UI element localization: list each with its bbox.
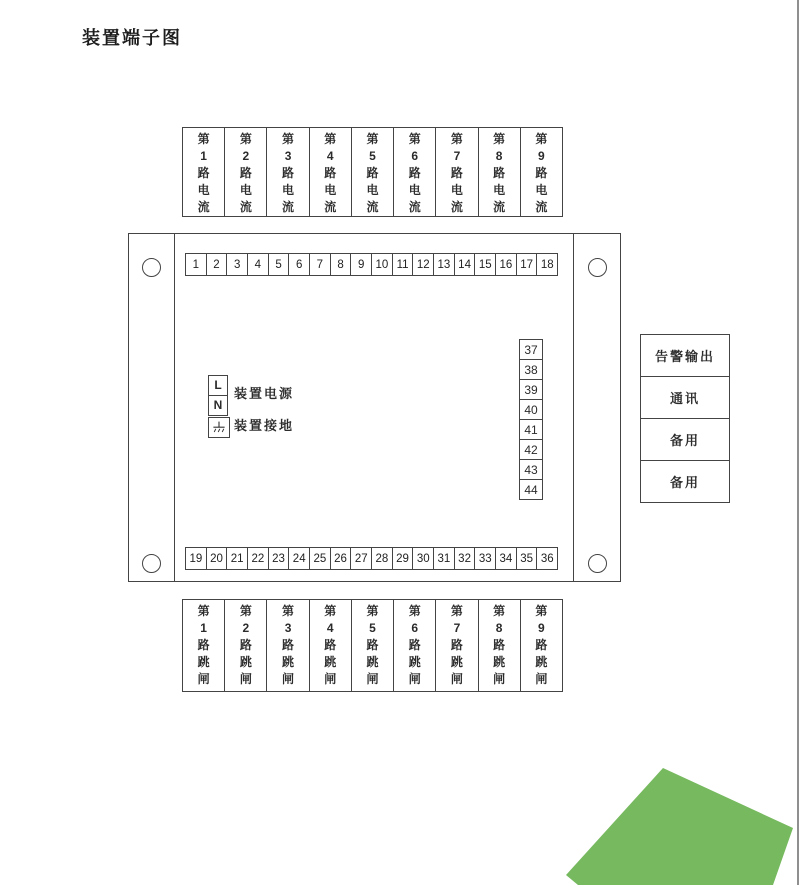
terminal-cell: 24 [288, 548, 309, 569]
channel-label-text: 第2路电流 [239, 132, 252, 214]
terminal-cell: 3 [226, 254, 247, 275]
channel-label-current-1 [182, 127, 225, 217]
channel-label-trip-2 [224, 599, 267, 692]
terminal-cell: 8 [330, 254, 351, 275]
channel-label-trip-6 [393, 599, 436, 692]
terminal-cell: 33 [474, 548, 495, 569]
channel-label-text: 第2路跳闸 [239, 604, 252, 686]
left-mounting-flange [129, 234, 175, 581]
channel-label-text: 第4路电流 [324, 132, 337, 214]
right-terminal-column [519, 339, 543, 500]
channel-label-current-3 [266, 127, 309, 217]
channel-label-trip-8 [478, 599, 521, 692]
terminal-cell: 25 [309, 548, 330, 569]
terminal-cell: 17 [516, 254, 537, 275]
bottom-terminal-strip [185, 547, 558, 570]
terminal-cell: 5 [268, 254, 289, 275]
channel-label-current-6 [393, 127, 436, 217]
channel-label-text: 第6路电流 [408, 132, 421, 214]
channel-label-text: 第9路跳闸 [535, 604, 548, 686]
terminal-cell: 38 [519, 359, 543, 380]
mounting-hole [588, 554, 607, 573]
terminal-cell: 41 [519, 419, 543, 440]
channel-label-current-7 [435, 127, 478, 217]
terminal-cell: 2 [206, 254, 227, 275]
channel-label-text: 第3路跳闸 [282, 604, 295, 686]
terminal-cell: 10 [371, 254, 392, 275]
channel-label-text: 第4路跳闸 [324, 604, 337, 686]
channel-label-text: 第9路电流 [535, 132, 548, 214]
channel-label-text: 第8路电流 [493, 132, 506, 214]
channel-label-current-9 [520, 127, 563, 217]
channel-label-trip-1 [182, 599, 225, 692]
top-channel-label-row [182, 127, 563, 217]
terminal-cell: 40 [519, 399, 543, 420]
ground-label: 装置接地 [234, 418, 295, 433]
terminal-cell: 9 [350, 254, 371, 275]
page-right-border [797, 0, 799, 885]
terminal-cell: 44 [519, 479, 543, 500]
channel-label-text: 第6路跳闸 [408, 604, 421, 686]
terminal-cell: 23 [268, 548, 289, 569]
terminal-cell: 18 [536, 254, 557, 275]
terminal-cell: 20 [206, 548, 227, 569]
mounting-hole [142, 554, 161, 573]
terminal-cell: 27 [350, 548, 371, 569]
terminal-cell: 37 [519, 339, 543, 360]
terminal-cell: 13 [433, 254, 454, 275]
terminal-cell: 4 [247, 254, 268, 275]
top-terminal-strip [185, 253, 558, 276]
terminal-cell: 35 [516, 548, 537, 569]
ground-terminal [208, 417, 230, 438]
terminal-cell: 42 [519, 439, 543, 460]
terminal-cell: 28 [371, 548, 392, 569]
channel-label-text: 第7路跳闸 [450, 604, 463, 686]
terminal-cell: 19 [189, 552, 203, 565]
channel-label-text: 第5路跳闸 [366, 604, 379, 686]
channel-label-current-5 [351, 127, 394, 217]
mounting-hole [588, 258, 607, 277]
page-title: 装置端子图 [82, 28, 182, 48]
channel-label-trip-5 [351, 599, 394, 692]
power-terminal-l: L [208, 375, 228, 396]
terminal-cell: 39 [519, 379, 543, 400]
terminal-cell: 29 [392, 548, 413, 569]
terminal-cell: 32 [454, 548, 475, 569]
mounting-hole [142, 258, 161, 277]
side-box-spare-2: 备用 [640, 460, 730, 503]
bottom-channel-label-row [182, 599, 563, 692]
channel-label-current-2 [224, 127, 267, 217]
channel-label-current-8 [478, 127, 521, 217]
side-function-boxes [640, 334, 730, 503]
side-box-comm: 通讯 [640, 376, 730, 419]
terminal-cell: 22 [247, 548, 268, 569]
terminal-cell: 7 [309, 254, 330, 275]
device-outline [128, 233, 621, 582]
power-terminal-block [208, 375, 228, 416]
power-terminal-n: N [208, 395, 228, 416]
channel-label-trip-9 [520, 599, 563, 692]
terminal-cell: 11 [392, 254, 413, 275]
terminal-cell: 26 [330, 548, 351, 569]
power-label: 装置电源 [234, 386, 295, 401]
channel-label-trip-3 [266, 599, 309, 692]
terminal-cell: 6 [288, 254, 309, 275]
right-mounting-flange [573, 234, 620, 581]
side-box-alarm-output: 告警输出 [640, 334, 730, 377]
channel-label-text: 第5路电流 [366, 132, 379, 214]
channel-label-trip-4 [309, 599, 352, 692]
channel-label-text: 第1路电流 [197, 132, 210, 214]
channel-label-current-4 [309, 127, 352, 217]
earth-ground-icon [211, 420, 227, 436]
terminal-cell: 15 [474, 254, 495, 275]
side-box-spare-1: 备用 [640, 418, 730, 461]
terminal-cell: 31 [433, 548, 454, 569]
terminal-cell: 16 [495, 254, 516, 275]
terminal-cell: 21 [226, 548, 247, 569]
terminal-cell: 30 [412, 548, 433, 569]
terminal-cell: 1 [192, 258, 200, 271]
green-decoration [550, 760, 800, 885]
terminal-cell: 14 [454, 254, 475, 275]
channel-label-trip-7 [435, 599, 478, 692]
channel-label-text: 第8路跳闸 [493, 604, 506, 686]
terminal-cell: 12 [412, 254, 433, 275]
terminal-cell: 43 [519, 459, 543, 480]
terminal-cell: 34 [495, 548, 516, 569]
terminal-cell: 36 [536, 548, 557, 569]
channel-label-text: 第7路电流 [450, 132, 463, 214]
channel-label-text: 第3路电流 [282, 132, 295, 214]
channel-label-text: 第1路跳闸 [197, 604, 210, 686]
